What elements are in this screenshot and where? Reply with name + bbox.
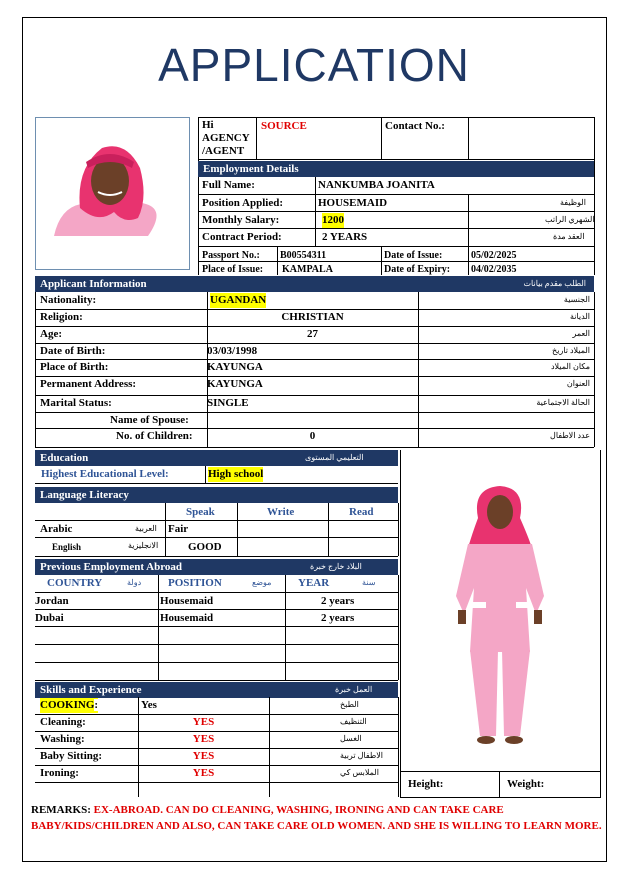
applicant-value-5: KAYUNGA — [207, 378, 263, 390]
education-level-value: High school — [208, 468, 264, 480]
applicant-value-8: 0 — [309, 430, 316, 442]
skill-row-divider — [35, 782, 398, 783]
applicant-label-6: Marital Status: — [40, 397, 112, 409]
lang-english-ar: الانجليزية — [128, 541, 159, 550]
full-body-photo — [420, 478, 580, 748]
applicant-ar-5: العنوان — [566, 379, 590, 388]
emp-country-1: Jordan — [35, 595, 69, 607]
applicant-value-6: SINGLE — [207, 397, 249, 409]
skills-heading: Skills and Experience العمل خبرة — [35, 682, 398, 698]
applicant-ar-6: الحالة الاجتماعية — [536, 398, 590, 407]
place-issue-label: Place of Issue: — [202, 264, 264, 275]
read-header: Read — [349, 506, 374, 518]
emp-years-2: 2 years — [321, 612, 355, 624]
remarks — [31, 803, 504, 818]
applicant-row-divider — [35, 359, 594, 360]
applicant-value-4: KAYUNGA — [207, 361, 263, 373]
skill-ar-4: الملابس كي — [340, 768, 379, 777]
skill-label-0: COOKING: — [40, 699, 99, 711]
position-label: Position Applied: — [202, 197, 283, 209]
write-header: Write — [267, 506, 295, 518]
issue-date-label: Date of Issue: — [384, 250, 443, 261]
full-name-label: Full Name: — [202, 179, 255, 191]
applicant-value-1: CHRISTIAN — [281, 311, 344, 323]
year-header-ar: سنة — [362, 578, 376, 587]
skill-value-3: YES — [192, 750, 215, 762]
lang-english-speak: GOOD — [188, 541, 222, 553]
lang-arabic-speak: Fair — [168, 523, 189, 535]
applicant-ar-8: عدد الاطفال — [550, 431, 590, 440]
skill-value-1: YES — [192, 716, 215, 728]
applicant-value-3: 03/03/1998 — [207, 345, 258, 357]
height-label: Height: — [408, 778, 444, 790]
salary-ar: الشهري الراتب — [545, 215, 595, 224]
applicant-row-divider — [35, 343, 594, 344]
skill-label-4: Ironing: — [40, 767, 79, 779]
lang-arabic-ar: العربية — [135, 524, 157, 533]
expiry-value: 04/02/2035 — [471, 264, 517, 275]
place-issue-value: KAMPALA — [282, 264, 333, 275]
applicant-label-5: Permanent Address: — [40, 378, 137, 390]
applicant-value-2: 27 — [307, 328, 318, 340]
country-header-ar: دولة — [127, 578, 142, 587]
skill-ar-0: الطبخ — [340, 700, 359, 709]
emp-years-1: 2 years — [321, 595, 355, 607]
education-heading: Education التعليمي المستوى — [35, 450, 398, 466]
skill-value-0: Yes — [141, 699, 157, 711]
contact-label: Contact No.: — [385, 120, 445, 132]
remarks-line2: BABY/KIDS/CHILDREN AND ALSO, CAN TAKE CARE OLD WOMEN. AND SHE IS WILLING TO LEARN MORE. — [31, 820, 602, 832]
source-label: SOURCE — [261, 120, 307, 132]
position-header-ar: موضع — [252, 578, 272, 587]
applicant-ar-3: الميلاد تاريخ — [552, 346, 590, 355]
position-value: HOUSEMAID — [318, 197, 388, 209]
skill-value-4: YES — [192, 767, 215, 779]
applicant-label-3: Date of Birth: — [40, 345, 106, 357]
contract-value: 2 YEARS — [322, 231, 368, 243]
agency-label: Hi AGENCY /AGENT — [202, 119, 250, 157]
applicant-ar-0: الجنسية — [563, 295, 590, 304]
applicant-ar-1: الديانة — [569, 312, 590, 321]
employment-heading: Employment Details — [198, 161, 594, 177]
salary-label: Monthly Salary: — [202, 214, 280, 226]
skill-ar-1: التنظيف — [340, 717, 367, 726]
skill-label-2: Washing: — [40, 733, 85, 745]
speak-header: Speak — [186, 506, 215, 518]
skill-label-1: Cleaning: — [40, 716, 86, 728]
skill-label-3: Baby Sitting: — [40, 750, 103, 762]
applicant-label-8: No. of Children: — [116, 430, 193, 442]
applicant-label-4: Place of Birth: — [40, 361, 109, 373]
skill-ar-2: الغسل — [340, 734, 362, 743]
applicant-heading: Applicant Information الطلب مقدم بيانات — [35, 276, 594, 292]
salary-value: 1200 — [322, 214, 344, 226]
applicant-row-divider — [35, 447, 594, 448]
contract-ar: العقد مدة — [553, 232, 585, 241]
issue-date-value: 05/02/2025 — [471, 250, 517, 261]
portrait-photo — [35, 117, 190, 270]
passport-value: B00554311 — [280, 250, 327, 261]
position-header: POSITION — [168, 577, 222, 589]
applicant-label-0: Nationality: — [40, 294, 97, 306]
expiry-label: Date of Expiry: — [384, 264, 451, 275]
applicant-value-0: UGANDAN — [210, 294, 267, 306]
full-name-value: NANKUMBA JOANITA — [318, 179, 435, 191]
position-ar: الوظيفة — [560, 198, 586, 207]
education-level-label: Highest Educational Level: — [41, 468, 169, 480]
applicant-label-7: Name of Spouse: — [110, 414, 189, 426]
emp-position-1: Housemaid — [160, 595, 214, 607]
skill-value-2: YES — [192, 733, 215, 745]
year-header: YEAR — [298, 577, 330, 589]
language-heading: Language Literacy — [35, 487, 398, 503]
remarks-line1: EX-ABROAD. CAN DO CLEANING, WASHING, IRONING AND CAN TAKE CARE — [93, 804, 504, 816]
applicant-ar-2: العمر — [572, 329, 590, 338]
lang-english: English — [52, 542, 82, 552]
passport-label: Passport No.: — [202, 250, 260, 261]
applicant-row-divider — [35, 395, 594, 396]
employment-abroad-heading: Previous Employment Abroad البلاد خارج خبرة — [35, 559, 398, 575]
skill-ar-3: الاطفال تربية — [340, 751, 384, 760]
applicant-label-1: Religion: — [40, 311, 83, 323]
country-header: COUNTRY — [47, 577, 103, 589]
emp-position-2: Housemaid — [160, 612, 214, 624]
applicant-ar-4: مكان الميلاد — [550, 362, 590, 371]
applicant-label-2: Age: — [40, 328, 62, 340]
page-title: APPLICATION — [158, 39, 470, 91]
remarks-label: REMARKS: — [31, 804, 91, 816]
contract-label: Contract Period: — [202, 231, 282, 243]
emp-country-2: Dubai — [35, 612, 64, 624]
weight-label: Weight: — [507, 778, 545, 790]
lang-arabic: Arabic — [40, 523, 73, 535]
